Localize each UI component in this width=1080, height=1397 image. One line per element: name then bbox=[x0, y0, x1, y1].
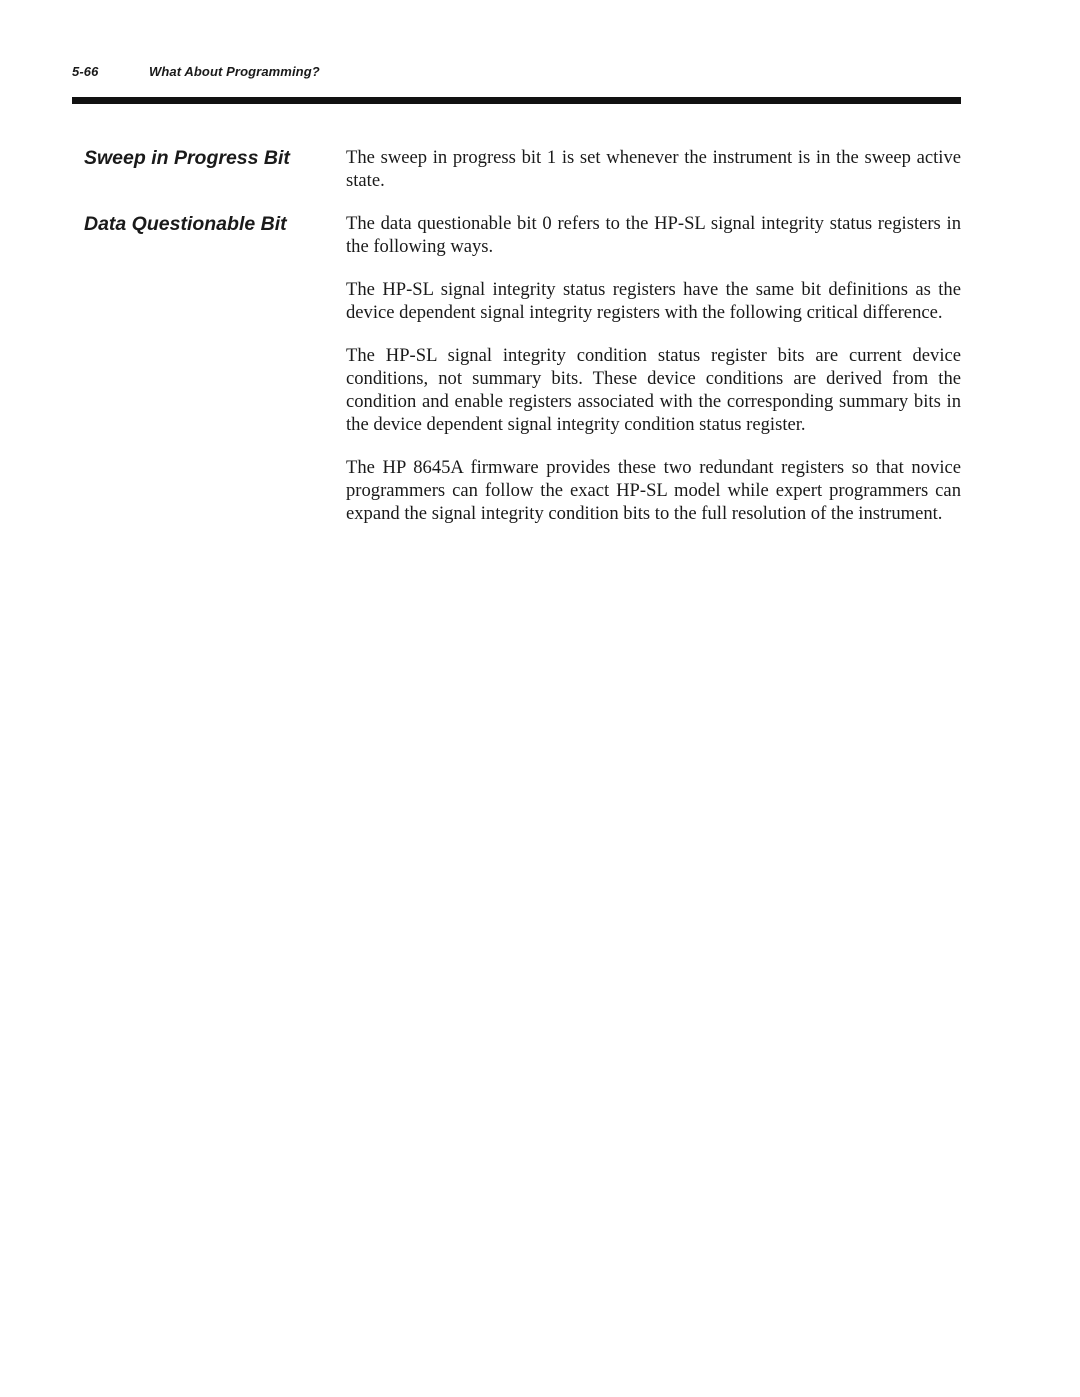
paragraph: The data questionable bit 0 refers to the HP-SL signal integrity status registers in the following ways. bbox=[346, 213, 961, 257]
paragraph: The HP-SL signal integrity status registers have the same bit definitions as the device dependent signal integrity registers with the following critical difference. bbox=[346, 279, 961, 323]
section-body bbox=[346, 146, 961, 212]
section-body bbox=[346, 212, 961, 545]
chapter-title: What About Programming? bbox=[149, 64, 320, 79]
paragraph: The HP-SL signal integrity condition status register bits are current device conditions, not summary bits. These device conditions are derived from the condition and enable registers associated with the corresponding summary bits in the device dependent signal integrity condition status register. bbox=[346, 345, 961, 435]
section-heading: Data Questionable Bit bbox=[84, 213, 287, 235]
header-rule bbox=[72, 97, 961, 104]
section-heading: Sweep in Progress Bit bbox=[84, 147, 290, 169]
paragraph: The HP 8645A firmware provides these two redundant registers so that novice programmers can follow the exact HP-SL model while expert programmers can expand the signal integrity condition bits to the full resolution of the instrument. bbox=[346, 457, 961, 524]
page-number: 5-66 bbox=[72, 64, 99, 79]
paragraph: The sweep in progress bit 1 is set whenever the instrument is in the sweep active state. bbox=[346, 147, 961, 191]
running-header bbox=[72, 64, 320, 79]
